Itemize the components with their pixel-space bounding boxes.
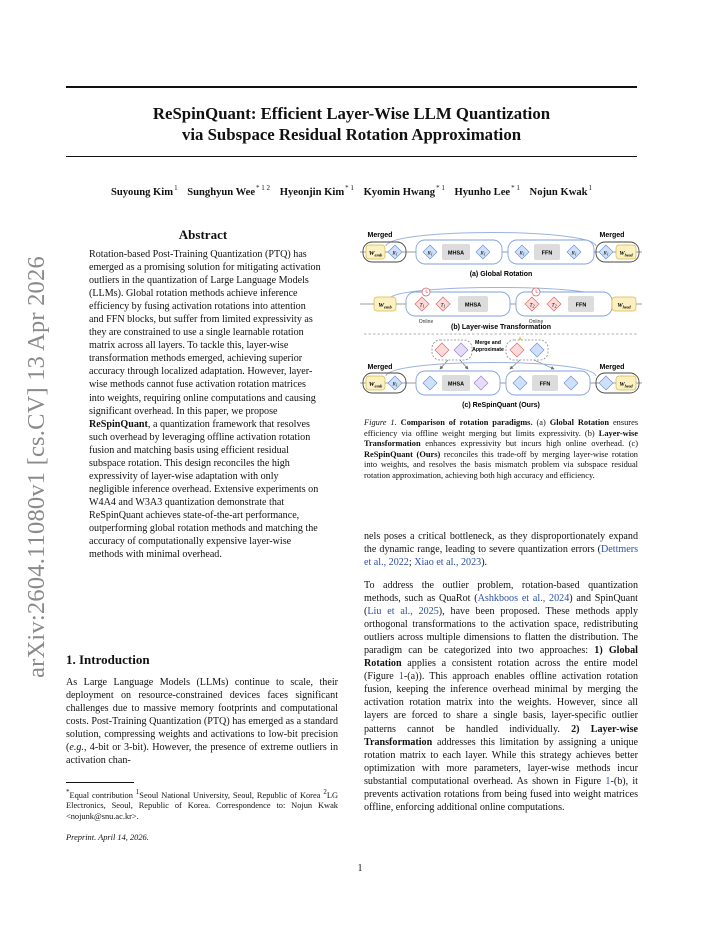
footnote-rule <box>66 782 134 783</box>
online-label: Online <box>418 319 434 325</box>
panel-b-label: (b) Layer-wise Transformation <box>451 324 551 331</box>
figure-1-caption: Figure 1. Comparison of rotation paradigms. (a) Global Rotation ensures efficiency via offline weight merging but limits expressivity. (b) Layer-wise Transformation enhances expressivity but incurs high online overhead. (c) ReSpinQuant (Ours) reconciles this trade-off by merging layer-wise rotation into weights, and resolves the basis mismatch problem via subspace residual rotation approximation, achieving both high accuracy and efficiency. <box>364 418 639 480</box>
svg-text:FFN: FFN <box>575 302 587 309</box>
svg-text:T1: $T_1$ <box>440 302 446 309</box>
figure-1 <box>360 226 642 412</box>
svg-text:MHSA: MHSA <box>447 381 465 388</box>
svg-text:Approximate: Approximate <box>472 347 504 353</box>
svg-text:Wemb: $W_{emb}$ <box>378 302 392 310</box>
abstract-heading: Abstract <box>178 227 228 242</box>
svg-text:R1: $R_1$ <box>571 250 577 257</box>
author: Suyoung Kim$^1$ <box>110 184 178 198</box>
author: Nojun Kwak$^1$ <box>529 184 593 198</box>
svg-text:T2: $T_2$ <box>529 302 535 309</box>
svg-text:MHSA: MHSA <box>464 302 482 309</box>
mhsa-label: MHSA <box>447 250 465 257</box>
svg-text:T2: $T_2$ <box>551 302 557 309</box>
title-line-2: via Subspace Residual Rotation Approximation <box>181 125 522 144</box>
arxiv-stamp <box>20 256 54 678</box>
citation-link[interactable]: Liu et al., 2025 <box>367 606 439 618</box>
svg-text:R1: $R_1$ <box>427 250 433 257</box>
preprint-date: Preprint. April 14, 2026. <box>66 833 149 842</box>
method-name: ReSpinQuant <box>89 418 148 430</box>
svg-text:T1: $T_1$ <box>419 302 425 309</box>
citation-link[interactable]: Dettmers et al., 2022 <box>364 544 638 569</box>
svg-text:Wemb: $W_{emb}$ <box>368 381 383 389</box>
svg-text:Wemb: $W_{emb}$ <box>368 250 383 258</box>
svg-text:Online: Online <box>528 319 544 325</box>
author: Kyomin Hwang$^{* 1}$ <box>363 184 445 198</box>
figure-ref-link[interactable]: 1 <box>398 671 404 683</box>
abstract-body: Rotation-based Post-Training Quantization (PTQ) has emerged as a promising solution for mitigating activation outliers in the quantization of Large Language Models (LLMs). Global rotation methods achieve inference efficiency by fusing activation rotations into attention and FFN blocks, but suffer from limited expressivity as they are constrained to use a single learnable rotation matrix across all layers. To tackle this, layer-wise transformation methods emerged, achieving superior accuracy through localized adaptation. However, layer-wise methods cannot fuse activation rotation matrices into weights, requiring online computations and causing significant overhead. In this paper, we propose ReSpinQuant, a quantization framework that resolves such overhead by leveraging offline activation rotation fusion and matching basis using efficient residual subspace rotation. This design reconciles the high expressivity of layer-wise adaptation with only negligible inference overhead. Extensive experiments on W4A4 and W3A3 quantization demonstrate that ReSpinQuant achieves state-of-the-art performance, outperforming global rotation methods and matching the accuracy of computationally expensive layer-wise methods with minimal overhead. <box>89 249 321 561</box>
title-top-rule <box>66 86 637 88</box>
title-bottom-rule <box>66 156 637 157</box>
svg-text:FFN: FFN <box>539 381 551 388</box>
panel-c-label: (c) ReSpinQuant (Ours) <box>462 402 540 409</box>
paper-title <box>66 103 637 145</box>
rotation-paradigm-diagram <box>360 226 642 412</box>
introduction-paragraph: As Large Language Models (LLMs) continue to scale, their deployment on resource-constrained devices faces significant challenges due to massive memory footprints and computational costs. Post-Training Quantization (PTQ) has emerged as a standard solution, compressing weights and activations to low-bit precision (e.g., 4-bit or 3-bit). However, the presence of extreme outliers in activation chan- <box>66 677 338 767</box>
svg-text:R1: $R_1$ <box>480 250 486 257</box>
svg-text:R1: $R_1$ <box>392 381 398 388</box>
citation-link[interactable]: Xiao et al., 2023 <box>414 557 482 569</box>
ffn-label: FFN <box>541 250 553 257</box>
svg-text:Whead: $W_{head}$ <box>617 303 631 310</box>
merged-label-left: Merged <box>367 232 393 239</box>
body-paragraph-rotation-methods: To address the outlier problem, rotation-based quantization methods, such as QuaRot (Ashkboos et al., 2024) and SpinQuant (Liu et al., 2025), have been proposed. These methods apply orthogonal transformations to the activation space, redistributing outliers across multiple dimensions to flatten the distribution. The paradigm can be categorized into two approaches: 1) Global Rotation applies a consistent rotation across the entire model (Figure 1-(a)). This approach enables offline activation rotation fusion, keeping the inference overhead minimal by merging the activation rotation matrix into the weights. However, since all layers are forced to share a single basis, layer-specific outlier patterns cannot be handled individually. 2) Layer-wise Transformation addresses this limitation by assigning a unique rotation matrix to each layer. While this strategy achieves better optimization with more parameters, layer-wise methods incur substantial computational overhead. As shown in Figure 1-(b), it prevents activation rotations from being fused into weight matrices offline, enforcing additional online computations. <box>364 580 638 813</box>
svg-text:Whead: $W_{head}$ <box>619 382 633 389</box>
figure-ref-link[interactable]: 1 <box>605 775 611 787</box>
panel-a-label: (a) Global Rotation <box>469 271 533 278</box>
merged-label-right: Merged <box>599 232 625 239</box>
arxiv-identifier: arXiv:2604.11080v1 [cs.CV] 13 Apr 2026 <box>23 256 50 678</box>
section-heading-introduction: 1. Introduction <box>66 652 150 667</box>
author: Sunghyun Wee$^{* 1 2}$ <box>187 184 271 198</box>
svg-text:R1: $R_1$ <box>392 250 398 257</box>
title-line-1: ReSpinQuant: Efficient Layer-Wise LLM Quantization <box>152 104 551 123</box>
body-paragraph-continuation: nels poses a critical bottleneck, as they disproportionately expand the dynamic range, leading to severe quantization errors (Dettmers et al., 2022; Xiao et al., 2023). <box>364 531 638 569</box>
citation-link[interactable]: Ashkboos et al., 2024 <box>477 593 570 605</box>
footnote: *Equal contribution $^1$Seoul National University, Seoul, Republic of Korea $^2$LG Electronics, Seoul, Republic of Korea. Correspondence to: Nojun Kwak <nojunk@snu.ac.kr>. <box>66 788 338 821</box>
author: Hyunho Lee$^{* 1}$ <box>454 184 520 198</box>
panel-b-layerwise-transformation <box>360 288 642 332</box>
panel-c-respinquant <box>360 336 642 409</box>
svg-text:Merged: Merged <box>599 364 625 371</box>
page-number: 1 <box>357 863 363 874</box>
merge-approx-label: Merge and <box>475 340 501 346</box>
svg-text:R1: $R_1$ <box>519 250 525 257</box>
svg-text:R1: $R_1$ <box>603 250 609 257</box>
author-list <box>66 184 637 198</box>
svg-text:Whead: $W_{head}$ <box>619 251 633 258</box>
panel-a-global-rotation <box>360 232 642 278</box>
author: Hyeonjin Kim$^{* 1}$ <box>279 184 354 198</box>
svg-text:Merged: Merged <box>367 364 393 371</box>
